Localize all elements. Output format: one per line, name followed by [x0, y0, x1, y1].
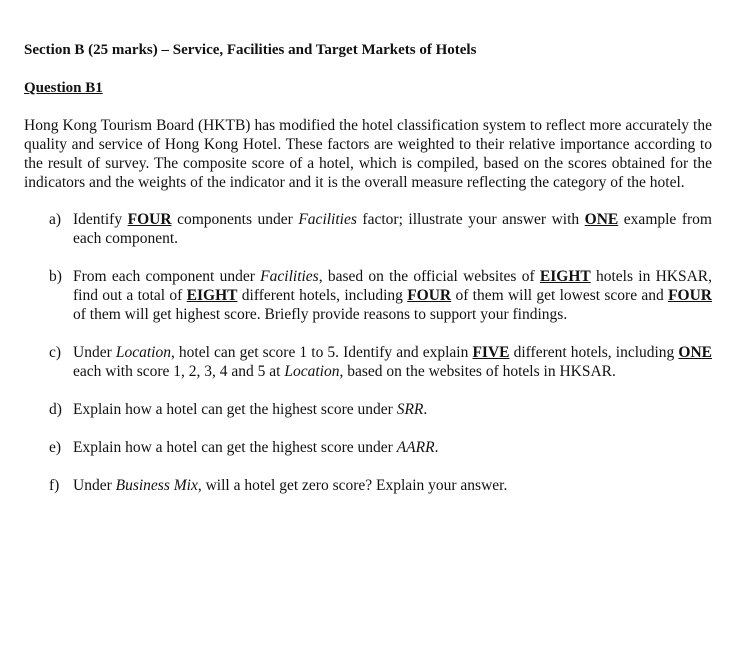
item-e: [24, 438, 712, 457]
item-b-text: From each component under: [73, 268, 261, 285]
item-b-text: different hotels, including: [237, 287, 408, 304]
question-title: Question B1: [24, 80, 103, 96]
item-c-text: , hotel can get score 1 to 5. Identify and explain: [170, 344, 473, 361]
item-c-emphasis: FIVE: [472, 344, 510, 361]
item-f: [24, 476, 712, 495]
item-c-text: each with score 1, 2, 3, 4 and 5 at: [73, 363, 285, 380]
item-d-text: Explain how a hotel can get the highest score under: [73, 401, 397, 418]
item-c-italic: Location: [115, 344, 171, 361]
item-d-italic: SRR: [396, 401, 424, 418]
item-b-emphasis: FOUR: [407, 287, 452, 304]
item-b-italic: Facilities: [260, 268, 319, 285]
item-b-emphasis: FOUR: [668, 287, 712, 304]
item-d-text: .: [423, 401, 428, 418]
item-b-marker: b): [49, 268, 62, 285]
item-d-marker: d): [49, 401, 62, 418]
item-a-emphasis: ONE: [584, 211, 619, 228]
item-e-marker: e): [49, 439, 62, 456]
item-a-emphasis: FOUR: [127, 211, 172, 228]
item-f-text: Under: [73, 477, 116, 494]
item-f-marker: f): [49, 477, 60, 494]
section-title: Section B (25 marks) – Service, Facilities and Target Markets of Hotels: [24, 42, 477, 58]
item-e-italic: AARR: [396, 439, 435, 456]
document-page: [24, 40, 712, 514]
item-b-emphasis: EIGHT: [539, 268, 591, 285]
item-b-text: of them will get highest score. Briefly provide reasons to support your findings.: [73, 306, 568, 323]
question-items: [24, 210, 712, 495]
item-c-emphasis: ONE: [678, 344, 712, 361]
item-a-text: Identify: [73, 211, 128, 228]
item-b: [24, 267, 712, 324]
item-f-italic: Business Mix: [115, 477, 198, 494]
item-c-marker: c): [49, 344, 62, 361]
item-c: [24, 343, 712, 381]
item-a-text: components under: [171, 211, 299, 228]
item-c-italic: Location: [284, 363, 340, 380]
item-c-text: Under: [73, 344, 116, 361]
item-c-text: different hotels, including: [509, 344, 679, 361]
item-e-text: Explain how a hotel can get the highest score under: [73, 439, 397, 456]
item-b-emphasis: EIGHT: [186, 287, 238, 304]
item-a: [24, 210, 712, 248]
question-intro: Hong Kong Tourism Board (HKTB) has modified the hotel classification system to reflect more accurately the quality and service of Hong Kong Hotel. These factors are weighted to their relative importance according to the result of survey. The composite score of a hotel, which is compiled, based on the scores obtained for the indicators and the weights of the indicator and it is the overall measure reflecting the category of the hotel.: [24, 117, 712, 191]
item-b-text: of them will get lowest score and: [451, 287, 669, 304]
item-b-text: , based on the official websites of: [318, 268, 540, 285]
item-a-text: factor; illustrate your answer with: [356, 211, 585, 228]
item-a-marker: a): [49, 211, 62, 228]
item-c-text: , based on the websites of hotels in HKSAR.: [339, 363, 616, 380]
item-e-text: .: [434, 439, 439, 456]
item-f-text: , will a hotel get zero score? Explain your answer.: [197, 477, 508, 494]
item-a-italic: Facilities: [298, 211, 357, 228]
item-b-text: hotels in HKSAR, find out a total of: [73, 268, 712, 304]
item-d: [24, 400, 712, 419]
item-a-text: example from each component.: [73, 211, 712, 247]
